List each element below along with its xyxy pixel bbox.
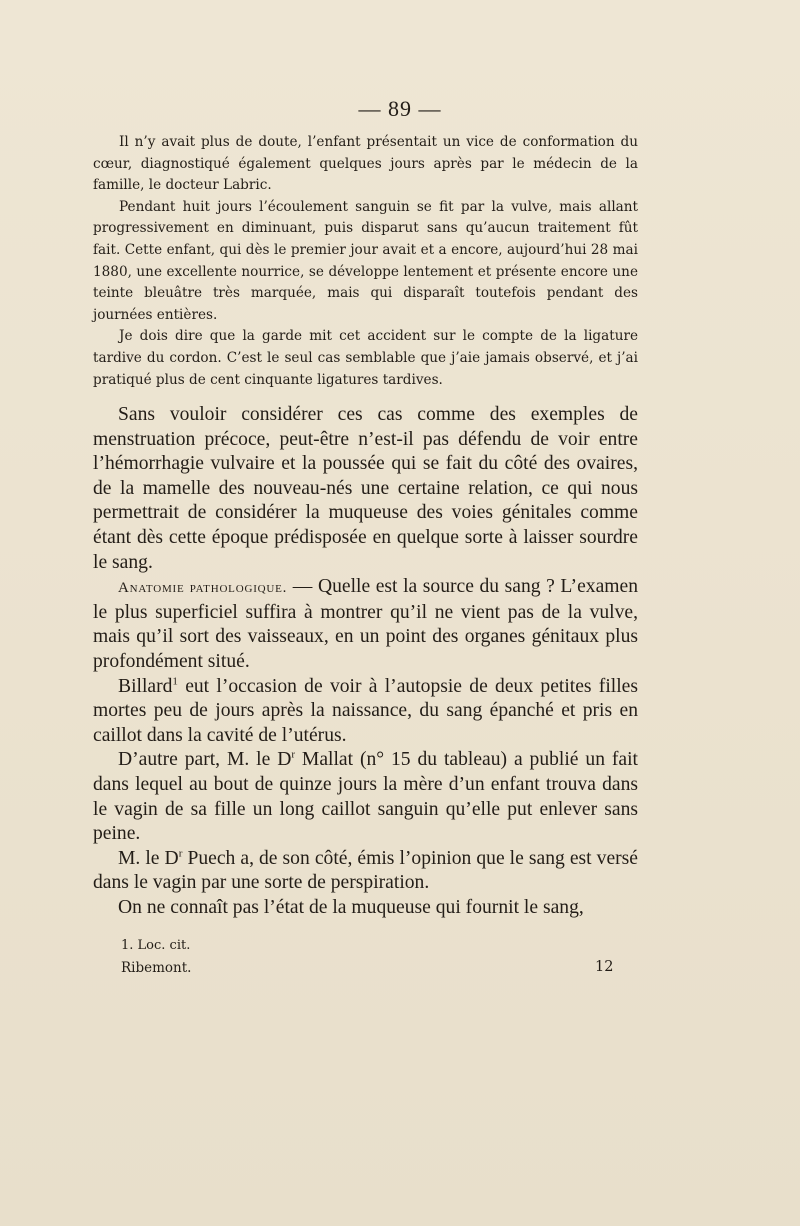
paragraph: On ne connaît pas l’état de la muqueuse qui fournit le sang, <box>118 896 584 918</box>
paragraph: Sans vouloir considérer ces cas comme des exemples de menstruation précoce, peut-être n’est-il pas défendu de voir entre l’hémorrhagie vulvaire et la poussée qui se fait du côté des ovaires, de la mamelle des nouveau-nés une certaine relation, ce qui nous permettrait de considérer la muqueuse des voies génitales comme étant dès cette époque prédisposée en quelque sorte à laisser sourdre le sang. <box>93 404 638 573</box>
main-text <box>93 403 638 920</box>
paragraph-text: Mallat (n° 15 du tableau) a publié un fait dans lequel au bout de quinze jours la mère d’un enfant trouva dans le vagin de sa fille un long caillot sanguin qu’elle put enlever sans peine. <box>93 749 638 845</box>
printer-signature-number: 12 <box>595 959 614 975</box>
paragraph <box>93 847 638 896</box>
footnote: 1. Loc. cit. <box>121 938 191 953</box>
paragraph-text: Puech a, de son côté, émis l’opinion que le sang est versé dans le vagin par une sorte de perspiration. <box>93 847 638 894</box>
paragraph: Je dois dire que la garde mit cet accident sur le compte de la ligature tardive du cordon. C’est le seul cas semblable que j’aie jamais observé, et j’ai pratiqué plus de cent cinquante ligatures tardives. <box>93 328 638 388</box>
paragraph-text: M. le D <box>118 847 179 869</box>
paragraph-text: — Quelle est la source du sang ? L’examen le plus superficiel suffira à montrer qu’il ne vient pas de la vulve, mais qu’il sort des vaisseaux, en un point des organes génitaux plus profondément situé. <box>93 576 638 672</box>
superscript: r <box>291 748 296 761</box>
footnote-marker: 1 <box>172 675 178 687</box>
observation-text <box>93 132 638 391</box>
page-number: — 89 — <box>358 96 442 121</box>
paragraph <box>93 575 638 674</box>
paragraph: Il n’y avait plus de doute, l’enfant présentait un vice de conformation du cœur, diagnostiqué également quelques jours après par le médecin de la famille, le docteur Labric. <box>93 134 638 194</box>
paragraph <box>93 675 638 749</box>
paragraph-text: eut l’occasion de voir à l’autopsie de deux petites filles mortes peu de jours après la naissance, du sang épanché et pris en caillot dans la cavité de l’utérus. <box>93 675 638 746</box>
author-name: Billard <box>118 675 173 697</box>
paragraph: Pendant huit jours l’écoulement sanguin se fit par la vulve, mais allant progressivement en diminuant, puis disparut sans qu’aucun traitement fût fait. Cette enfant, qui dès le premier jour avait et a encore, aujourd’hui 28 mai 1880, une excellente nourrice, se développe lentement et présente encore une teinte bleuâtre très marquée, mais qui disparaît toutefois pendant des journées entières. <box>93 198 638 323</box>
section-heading: Anatomie pathologique. <box>118 580 288 597</box>
paragraph-text: D’autre part, M. le D <box>118 749 292 771</box>
printer-signature-author: Ribemont. <box>121 960 192 976</box>
paragraph <box>93 748 638 846</box>
superscript: r <box>178 847 183 860</box>
